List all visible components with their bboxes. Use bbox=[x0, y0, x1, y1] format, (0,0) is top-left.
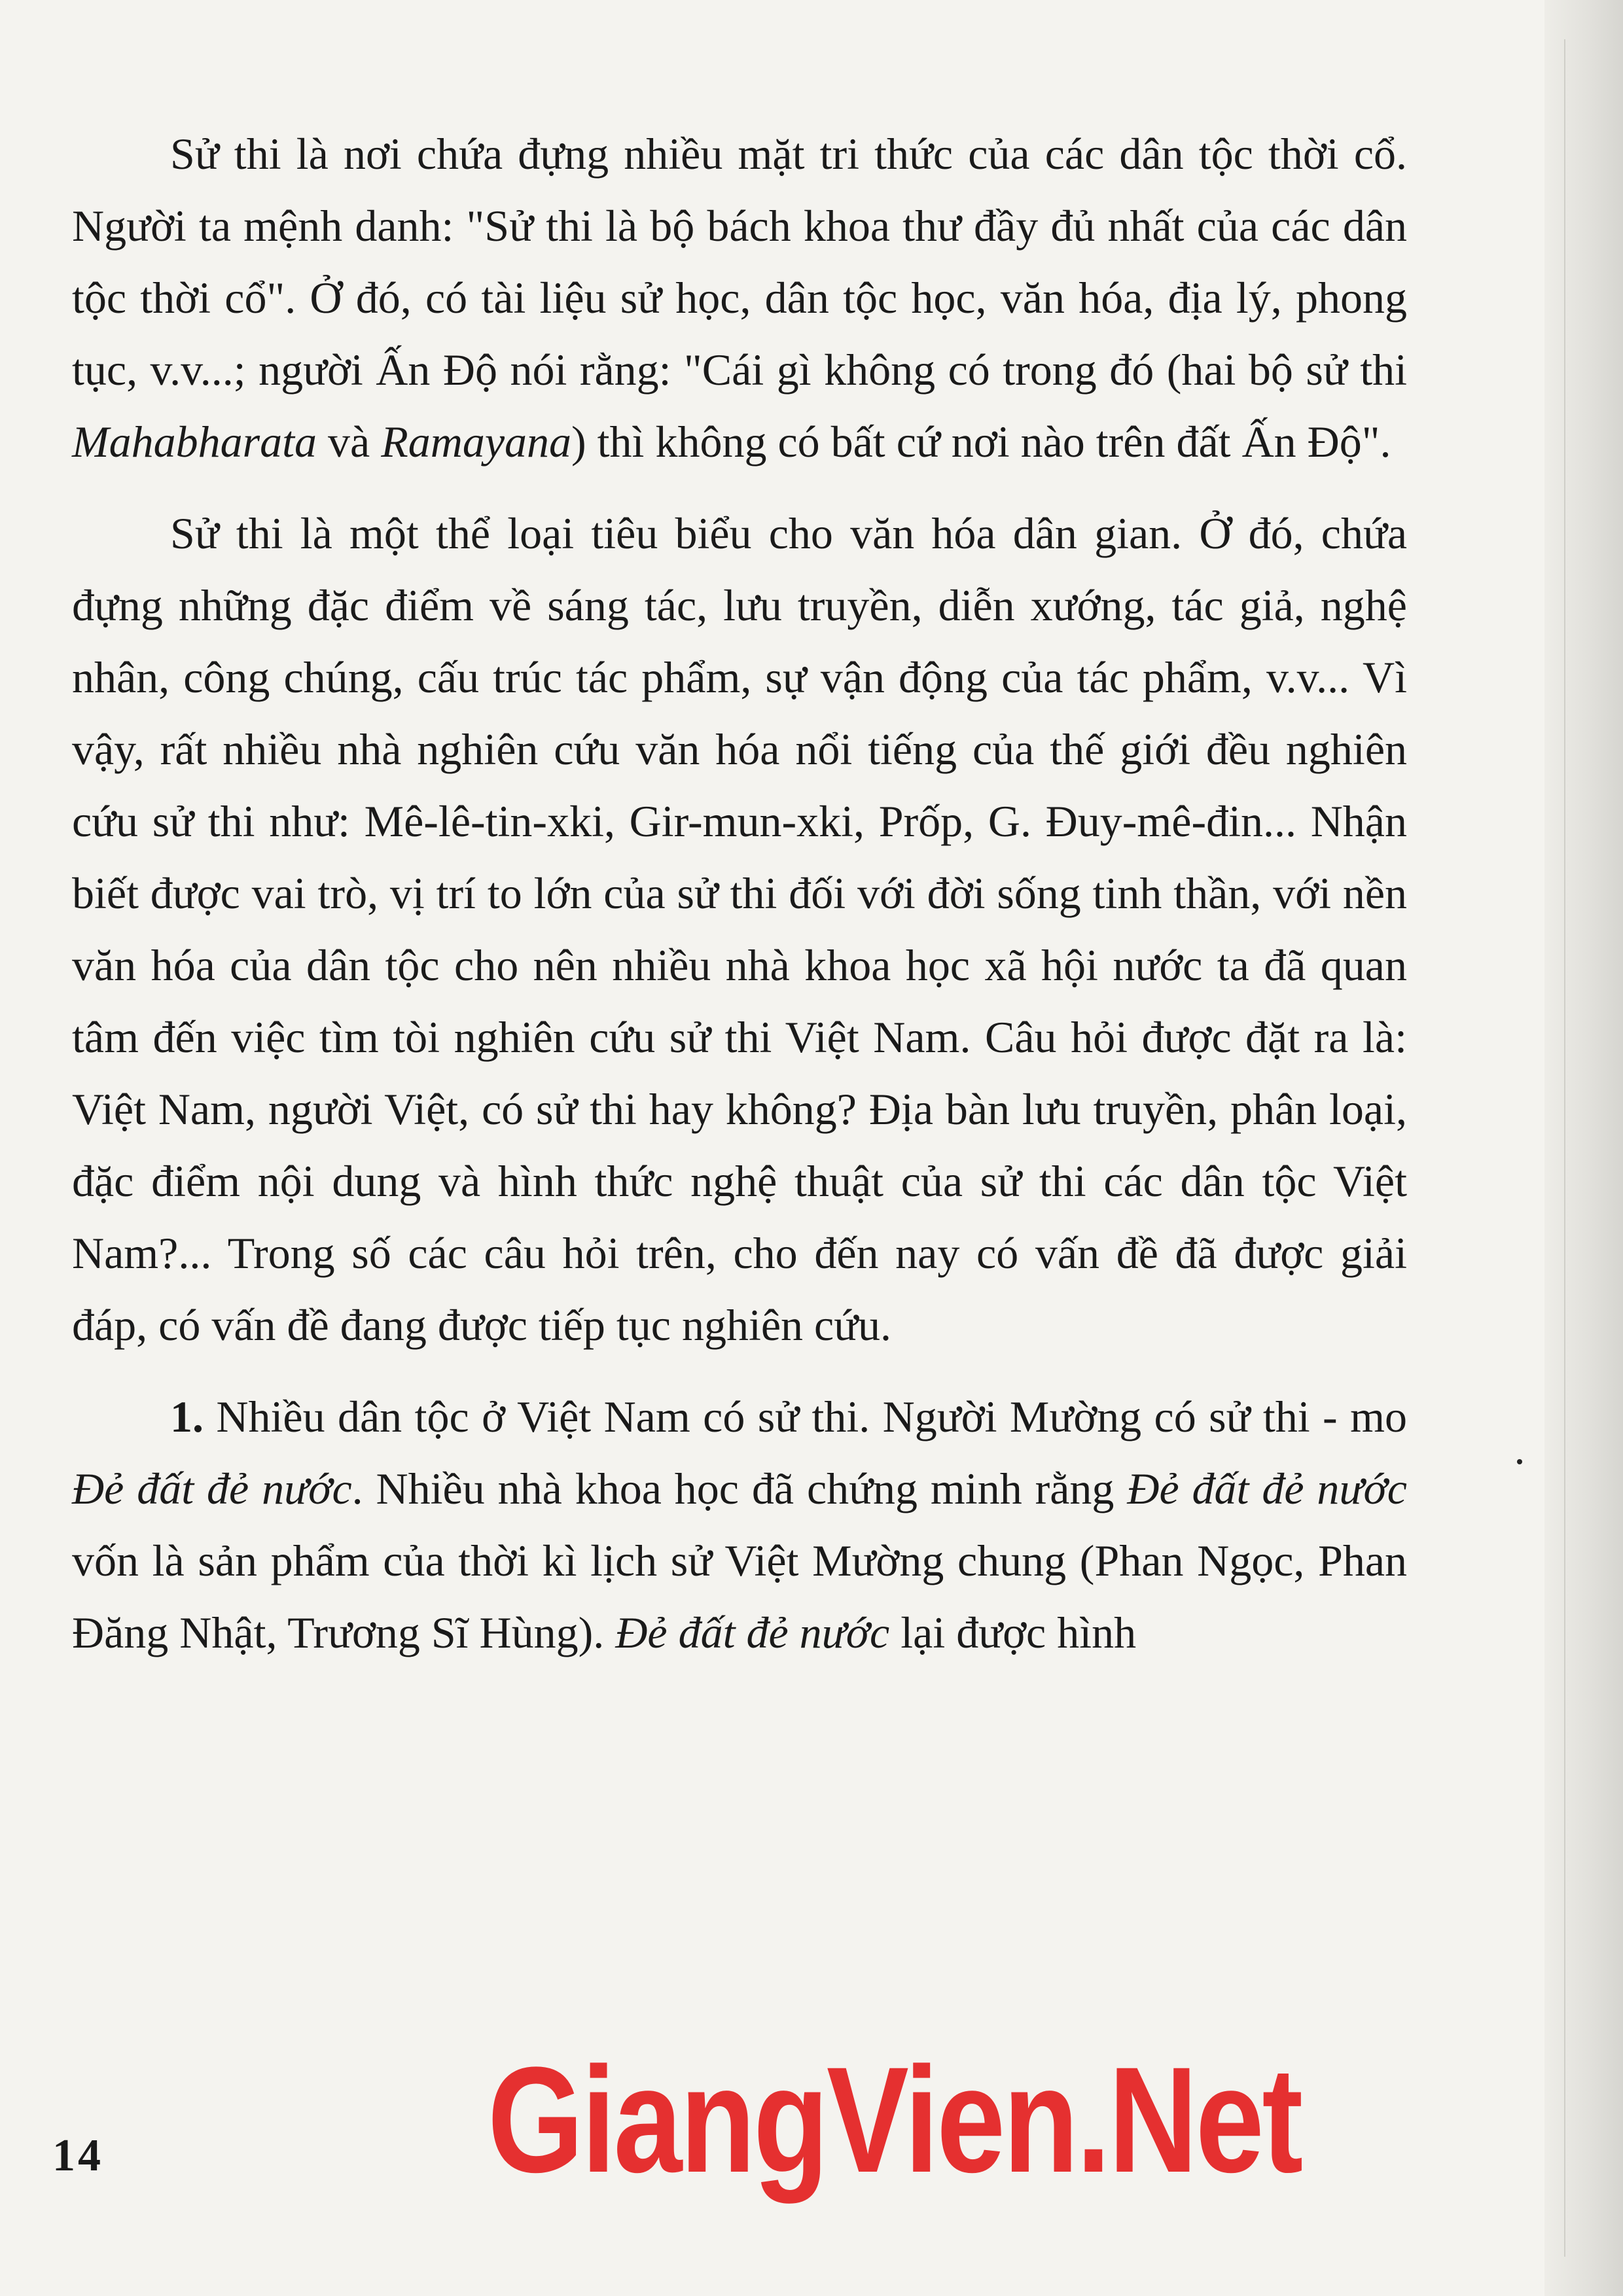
scan-speck bbox=[1517, 1459, 1522, 1464]
body-text bbox=[72, 118, 1407, 1688]
page-edge bbox=[1544, 0, 1623, 2296]
paragraph-3: 1. Nhiều dân tộc ở Việt Nam có sử thi. Người Mường có sử thi - mo Đẻ đất đẻ nước. Nhiều nhà khoa học đã chứng minh rằng Đẻ đất đẻ nước vốn là sản phẩm của thời kì lịch sử Việt Mường chung (Phan Ngọc, Phan Đăng Nhật, Trương Sĩ Hùng). Đẻ đất đẻ nước lại được hình bbox=[72, 1392, 1407, 1657]
page-number: 14 bbox=[52, 2130, 103, 2181]
paragraph-2: Sử thi là một thể loại tiêu biểu cho văn hóa dân gian. Ở đó, chứa đựng những đặc điểm về sáng tác, lưu truyền, diễn xướng, tác giả, nghệ nhân, công chúng, cấu trúc tác phẩm, sự vận động của tác phẩm, v.v... Vì vậy, rất nhiều nhà nghiên cứu văn hóa nổi tiếng của thế giới đều nghiên cứu sử thi như: Mê-lê-tin-xki, Gir-mun-xki, Prốp, G. Đuy-mê-đin... Nhận biết được vai trò, vị trí to lớn của sử thi đối với đời sống tinh thần, với nền văn hóa của dân tộc cho nên nhiều nhà khoa học xã hội nước ta đã quan tâm đến việc tìm tòi nghiên cứu sử thi Việt Nam. Câu hỏi được đặt ra là: Việt Nam, người Việt, có sử thi hay không? Địa bàn lưu truyền, phân loại, đặc điểm nội dung và hình thức nghệ thuật của sử thi các dân tộc Việt Nam?... Trong số các câu hỏi trên, cho đến nay có vấn đề đã được giải đáp, có vấn đề đang được tiếp tục nghiên cứu. bbox=[72, 508, 1407, 1350]
watermark: GiangVien.Net bbox=[488, 2036, 1301, 2204]
paragraph-1: Sử thi là nơi chứa đựng nhiều mặt tri thức của các dân tộc thời cổ. Người ta mệnh danh: "Sử thi là bộ bách khoa thư đầy đủ nhất của các dân tộc thời cổ". Ở đó, có tài liệu sử học, dân tộc học, văn hóa, địa lý, phong tục, v.v...; người Ấn Độ nói rằng: "Cái gì không có trong đó (hai bộ sử thi Mahabharata và Ramayana) thì không có bất cứ nơi nào trên đất Ấn Độ". bbox=[72, 129, 1407, 467]
